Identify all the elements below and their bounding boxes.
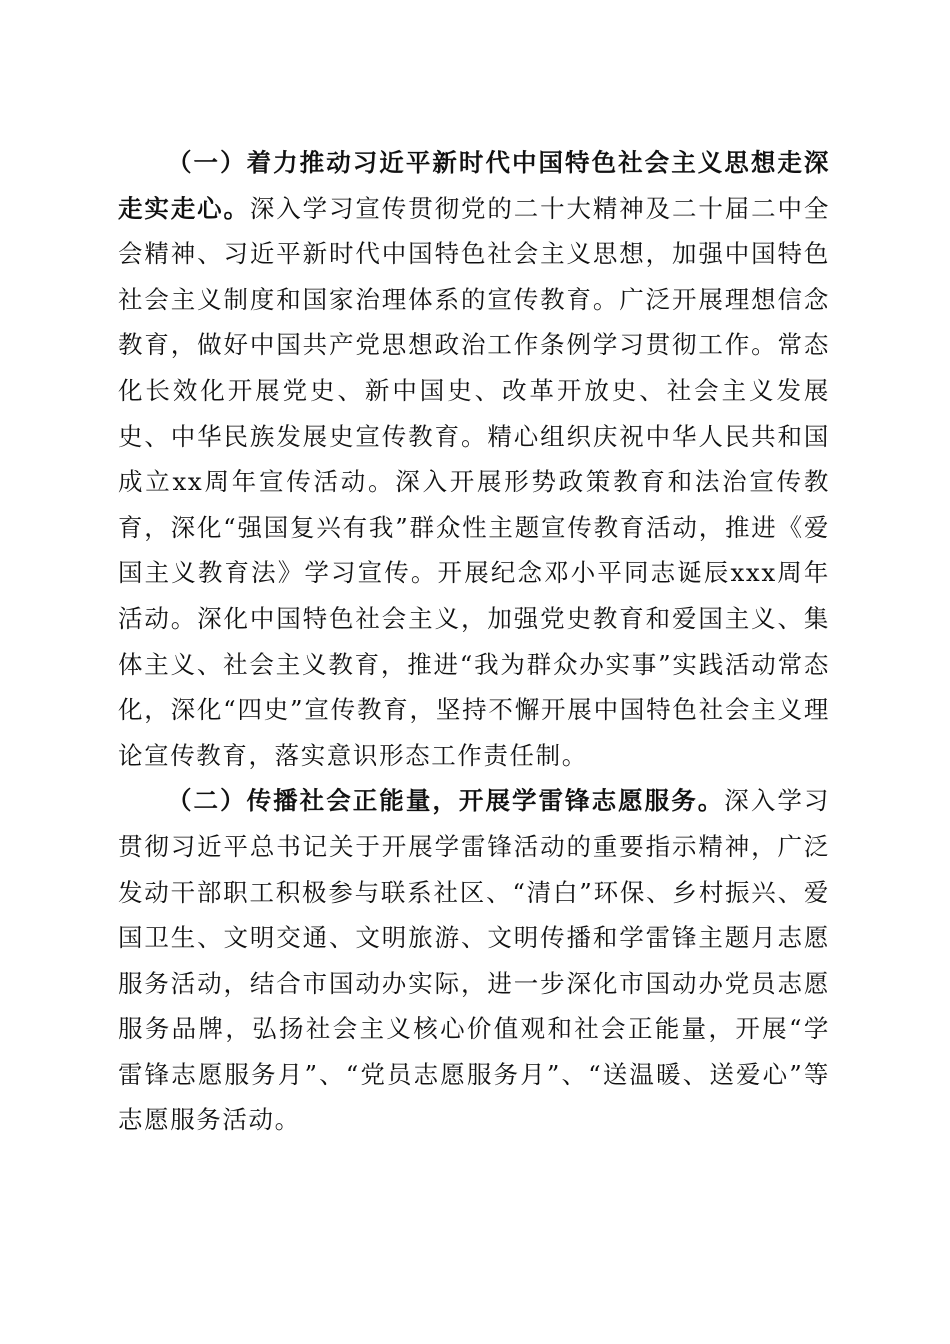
paragraph-2-heading: （二）传播社会正能量，开展学雷锋志愿服务。 (167, 786, 725, 816)
paragraph-2 (118, 778, 830, 1143)
document-body (118, 140, 830, 1143)
paragraph-1 (118, 140, 830, 778)
paragraph-1-body: 深入学习宣传贯彻党的二十大精神及二十届二中全会精神、习近平新时代中国特色社会主义思想，加强中国特色社会主义制度和国家治理体系的宣传教育。广泛开展理想信念教育，做好中国共产党思想政治工作条例学习贯彻工作。常态化长效化开展党史、新中国史、改革开放史、社会主义发展史、中华民族发展史宣传教育。精心组织庆祝中华人民共和国成立xx周年宣传活动。深入开展形势政策教育和法治宣传教育，深化“强国复兴有我”群众性主题宣传教育活动，推进《爱国主义教育法》学习宣传。开展纪念邓小平同志诞辰xxx周年活动。深化中国特色社会主义，加强党史教育和爱国主义、集体主义、社会主义教育，推进“我为群众办实事”实践活动常态化，深化“四史”宣传教育，坚持不懈开展中国特色社会主义理论宣传教育，落实意识形态工作责任制。 (118, 193, 830, 770)
paragraph-1-heading: （一）着力推动习近平新时代中国特色社会主义思想走深走实走心。 (118, 148, 830, 223)
paragraph-2-body: 深入学习贯彻习近平总书记关于开展学雷锋活动的重要指示精神，广泛发动干部职工积极参与联系社区、“清白”环保、乡村振兴、爱国卫生、文明交通、文明旅游、文明传播和学雷锋主题月志愿服务活动，结合市国动办实际，进一步深化市国动办党员志愿服务品牌，弘扬社会主义核心价值观和社会正能量，开展“学雷锋志愿服务月”、“党员志愿服务月”、“送温暖、送爱心”等志愿服务活动。 (118, 786, 830, 1135)
